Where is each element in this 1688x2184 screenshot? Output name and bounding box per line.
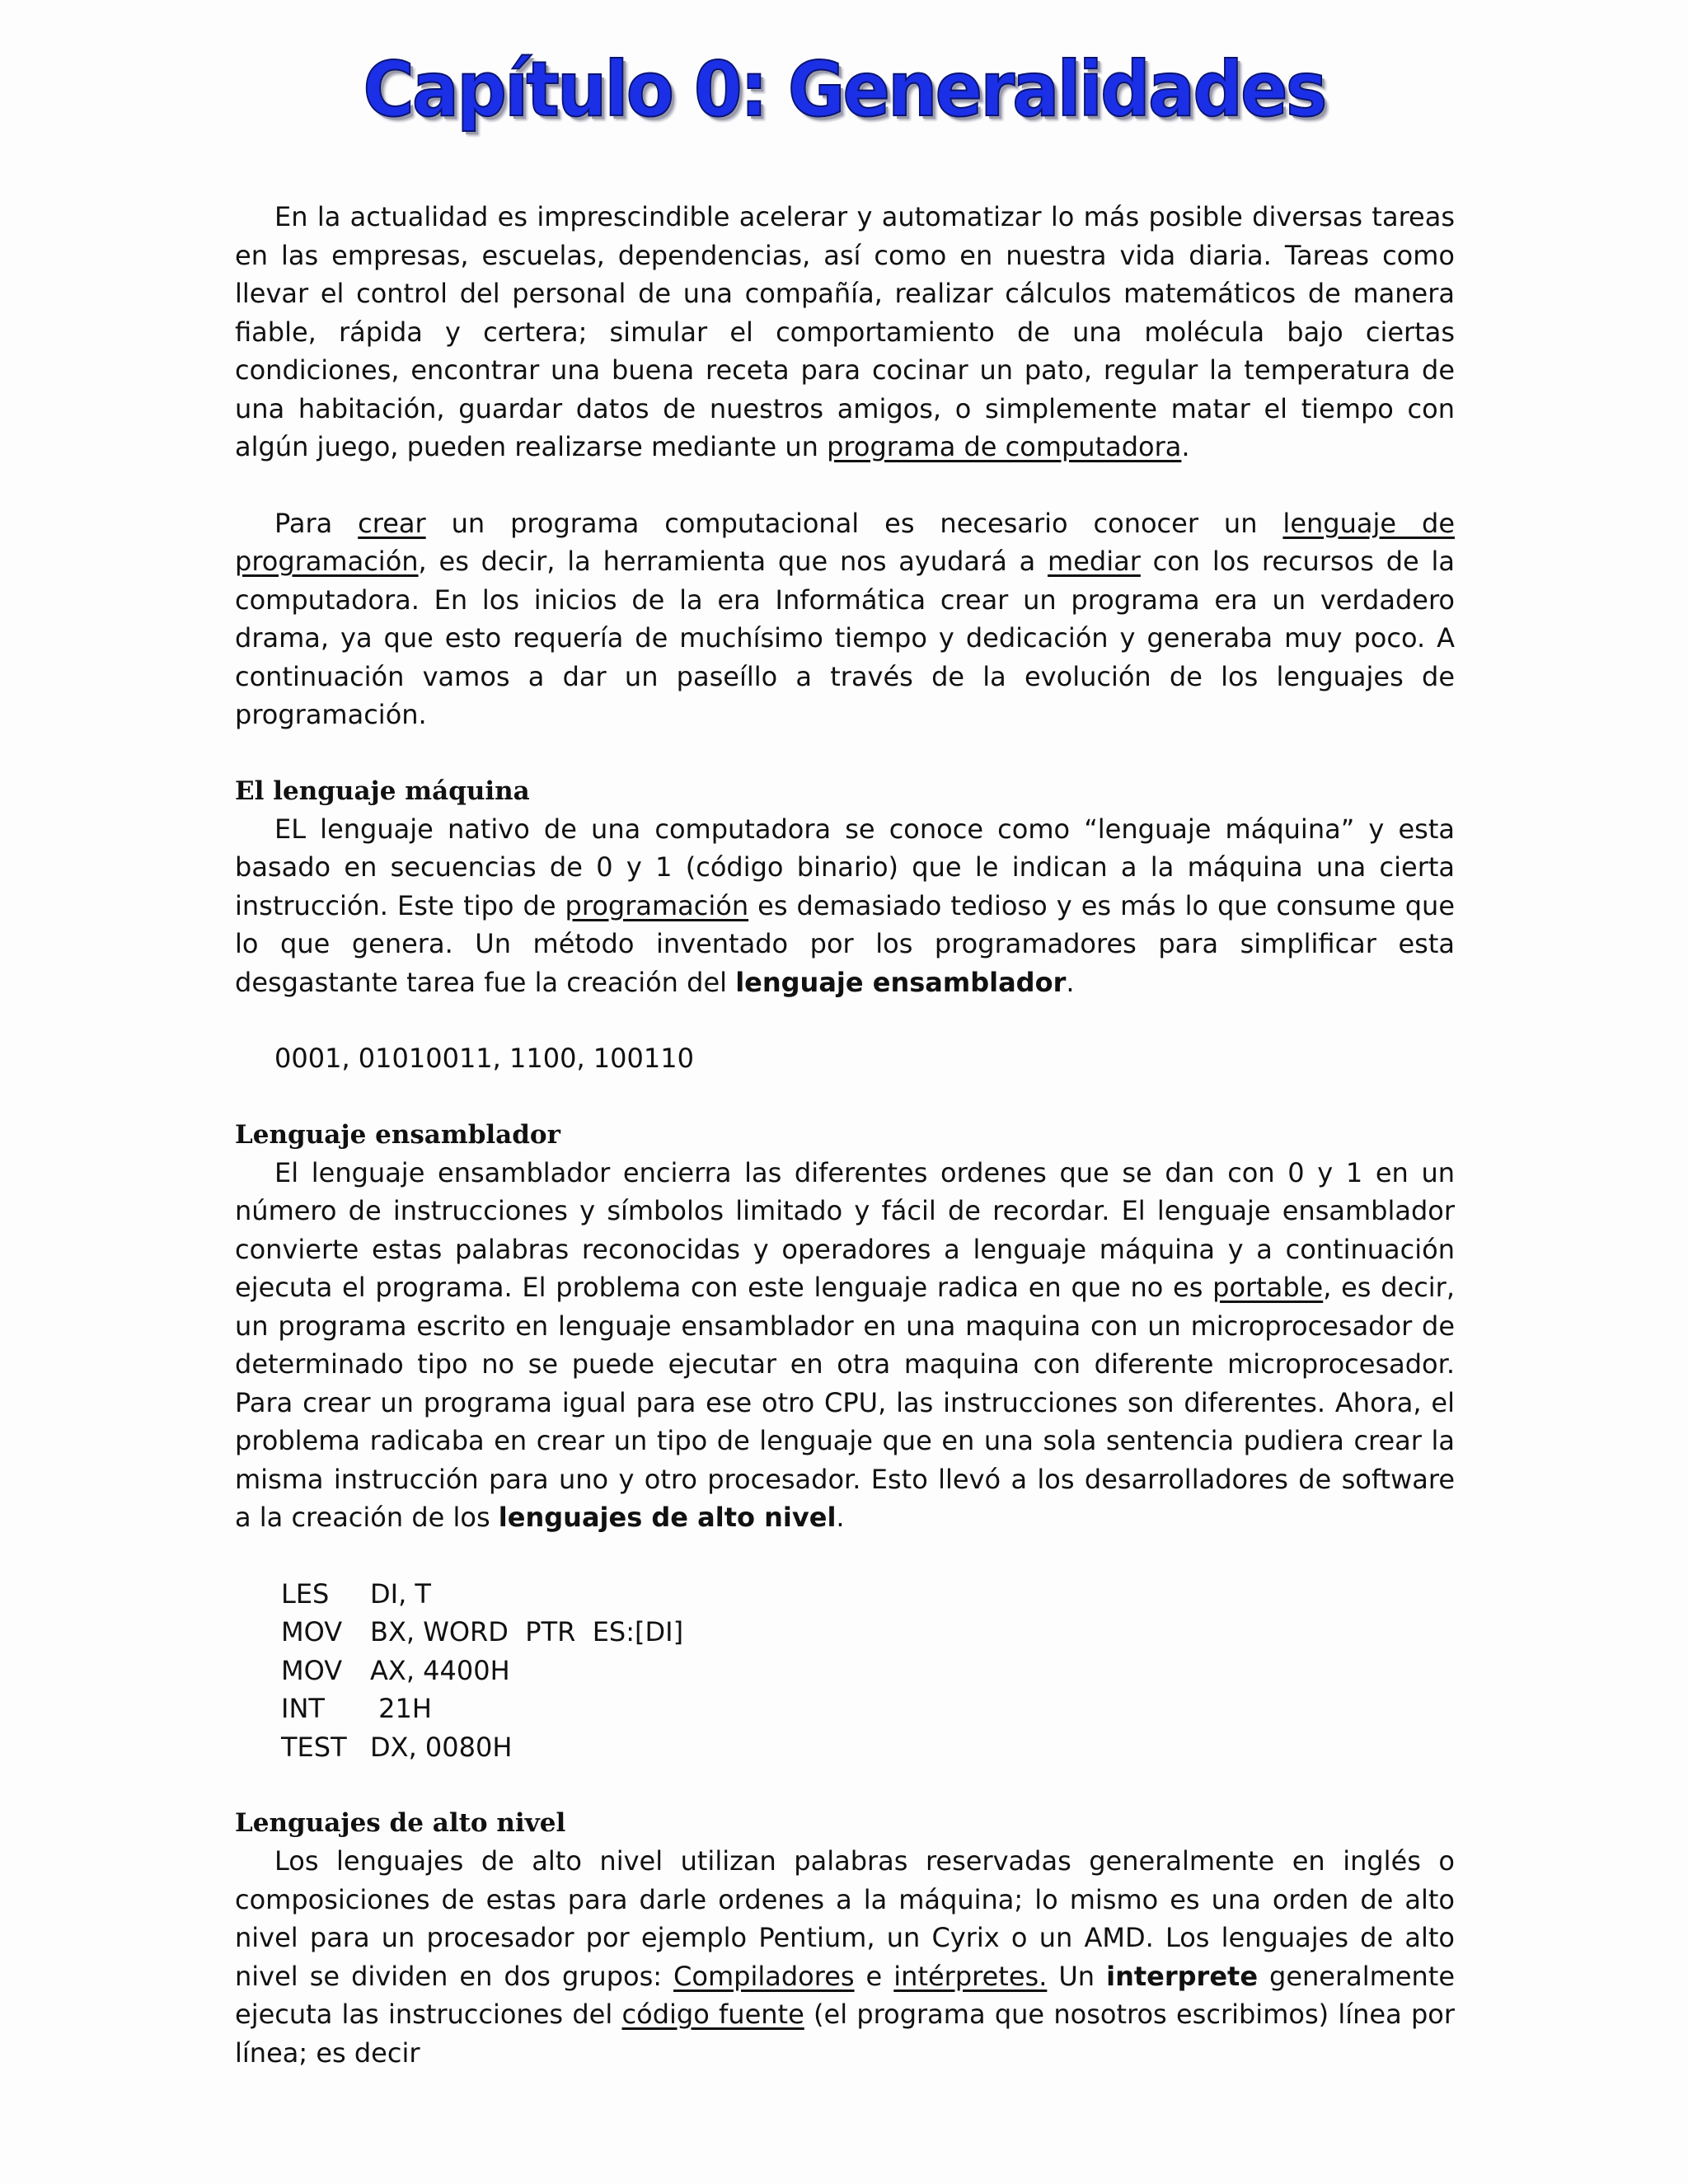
code-line: [281, 1652, 1455, 1690]
code-line: [281, 1575, 1455, 1614]
chapter-title: Capítulo 0: Generalidades: [363, 45, 1325, 134]
spacer: [235, 734, 1455, 772]
spacer: [235, 1078, 1455, 1116]
code-opcode: LES: [281, 1577, 330, 1610]
text-run: es demasiado tedioso y es más lo que consume que lo que genera. Un método inventado por los programadores para simplificar esta desgastante tarea fue la creación del: [235, 889, 1455, 998]
text-run: , es decir, la herramienta que nos ayudará a: [418, 546, 1048, 577]
link-programacion[interactable]: programación: [565, 889, 749, 921]
section-heading-lenguaje-maquina: El lenguaje máquina: [235, 776, 530, 806]
code-operands: 21H: [370, 1693, 432, 1724]
text-run: El lenguaje ensamblador encierra las diferentes ordenes que se dan con 0 y 1 en un número de instrucciones y símbolos limitado y fácil de recordar. El lenguaje ensamblador convierte estas palabras reconocidas y operadores a lenguaje máquina y a continuación ejecuta el programa. El problema con este lenguaje radica en que no es: [235, 1156, 1455, 1303]
text-run: .: [1066, 966, 1075, 998]
spacer: [235, 1766, 1455, 1804]
bold-interprete: interprete: [1106, 1960, 1259, 1992]
text-run: .: [1181, 431, 1190, 462]
paragraph-lenguaje-maquina: [235, 810, 1455, 1002]
paragraph-crear-programa: [235, 504, 1455, 734]
bold-lenguaje-ensamblador: lenguaje ensamblador: [735, 966, 1067, 998]
code-line: [281, 1613, 1455, 1652]
assembly-code-block: [235, 1575, 1455, 1767]
code-opcode: TEST: [281, 1731, 347, 1763]
link-interpretes[interactable]: intérpretes.: [893, 1960, 1048, 1992]
text-run: .: [836, 1502, 845, 1533]
link-lenguaje-de-programacion[interactable]: lenguaje de programación: [235, 507, 1455, 577]
code-operands: BX, WORD PTR ES:[DI]: [370, 1616, 684, 1647]
code-operands: DX, 0080H: [370, 1731, 513, 1763]
code-operands: AX, 4400H: [370, 1654, 510, 1686]
code-opcode: INT: [281, 1693, 325, 1724]
bold-lenguajes-de-alto-nivel: lenguajes de alto nivel: [498, 1502, 837, 1533]
section-heading-lenguaje-ensamblador: Lenguaje ensamblador: [235, 1119, 560, 1150]
text-run: con los recursos de la computadora. En los inicios de la era Informática crear un programa era un verdadero drama, ya que esto requería de muchísimo tiempo y dedicación y generaba muy poco. A continuación vamos a dar un paseíllo a través de la evolución de los lenguajes de programación.: [235, 546, 1456, 730]
link-programa-de-computadora[interactable]: programa de computadora: [827, 431, 1182, 462]
section-heading-lenguajes-alto-nivel: Lenguajes de alto nivel: [235, 1808, 566, 1838]
code-opcode: MOV: [281, 1616, 343, 1647]
text-run: EL lenguaje nativo de una computadora se conoce como “lenguaje máquina” y esta basado en secuencias de 0 y 1 (código binario) que le indican a la máquina una cierta instrucción. Este tipo de: [235, 813, 1455, 921]
spacer: [235, 466, 1455, 504]
link-mediar[interactable]: mediar: [1048, 546, 1141, 577]
code-operands: DI, T: [370, 1577, 431, 1610]
text-run: Los lenguajes de alto nivel utilizan palabras reservadas generalmente en inglés o composiciones de estas para darle ordenes a la máquina; lo mismo es una orden de alto nivel para un procesador por ejemplo Pentium, un Cyrix o un AMD. Los lenguajes de alto nivel se dividen en dos grupos:: [235, 1845, 1455, 1992]
text-run: Un: [1047, 1960, 1107, 1992]
text-run: Para: [274, 507, 359, 539]
document-body: [235, 198, 1455, 2072]
text-run: un programa computacional es necesario conocer un: [425, 507, 1283, 539]
code-opcode: MOV: [281, 1654, 343, 1686]
paragraph-intro: [235, 198, 1455, 466]
text-run: e: [854, 1960, 894, 1992]
code-line: [281, 1728, 1455, 1767]
link-codigo-fuente[interactable]: código fuente: [621, 1999, 804, 2030]
text-run: (el programa que nosotros escribimos) línea por línea; es decir: [235, 1999, 1456, 2069]
spacer: [235, 1001, 1455, 1039]
paragraph-lenguajes-alto-nivel: [235, 1842, 1455, 2072]
binary-example: 0001, 01010011, 1100, 100110: [274, 1043, 694, 1074]
link-crear[interactable]: crear: [358, 507, 426, 539]
link-portable[interactable]: portable: [1212, 1272, 1324, 1303]
text-run: En la actualidad es imprescindible acelerar y automatizar lo más posible diversas tareas en las empresas, escuelas, dependencias, así como en nuestra vida diaria. Tareas como llevar el control del personal de una compañía, realizar cálculos matemáticos de manera fiable, rápida y certera; simular el comportamiento de una molécula bajo ciertas condiciones, encontrar una buena receta para cocinar un pato, regular la temperatura de una habitación, guardar datos de nuestros amigos, o simplemente matar el tiempo con algún juego, pueden realizarse mediante un: [235, 201, 1455, 462]
paragraph-lenguaje-ensamblador: [235, 1154, 1455, 1537]
spacer: [235, 1537, 1455, 1575]
text-run: , es decir, un programa escrito en lenguaje ensamblador en una maquina con un microprocesador de determinado tipo no se puede ejecutar en otra maquina con diferente microprocesador. Para crear un programa igual para ese otro CPU, las instrucciones son diferentes. Ahora, el problema radicaba en crear un tipo de lenguaje que en una sola sentencia pudiera crear la misma instrucción para uno y otro procesador. Esto llevó a los desarrolladores de software a la creación de los: [235, 1272, 1456, 1533]
text-run: generalmente ejecuta las instrucciones del: [235, 1960, 1456, 2030]
code-line: [281, 1690, 1455, 1728]
link-compiladores[interactable]: Compiladores: [673, 1960, 855, 1992]
